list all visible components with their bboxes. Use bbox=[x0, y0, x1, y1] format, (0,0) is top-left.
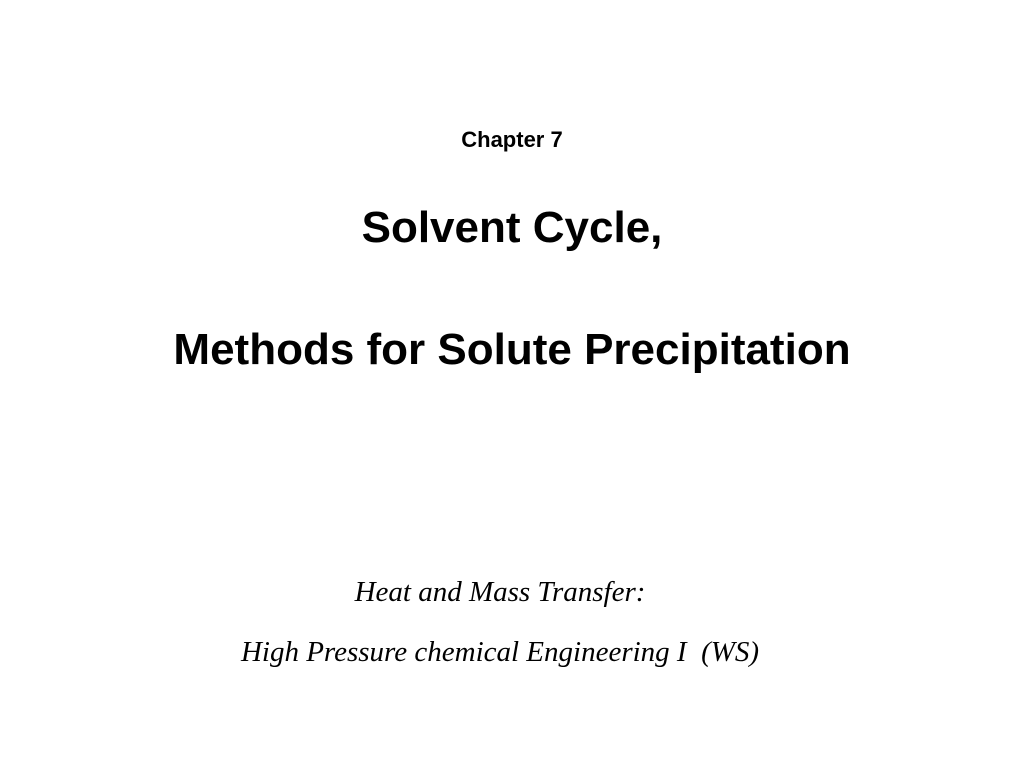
chapter-label: Chapter 7 bbox=[461, 127, 563, 152]
title-line-2: Methods for Solute Precipitation bbox=[173, 325, 851, 374]
title-line-1: Solvent Cycle, bbox=[361, 203, 663, 252]
subtitle-line-2: High Pressure chemical Engineering I (WS) bbox=[240, 636, 760, 668]
subtitle-line-1: Heat and Mass Transfer: bbox=[354, 576, 646, 608]
